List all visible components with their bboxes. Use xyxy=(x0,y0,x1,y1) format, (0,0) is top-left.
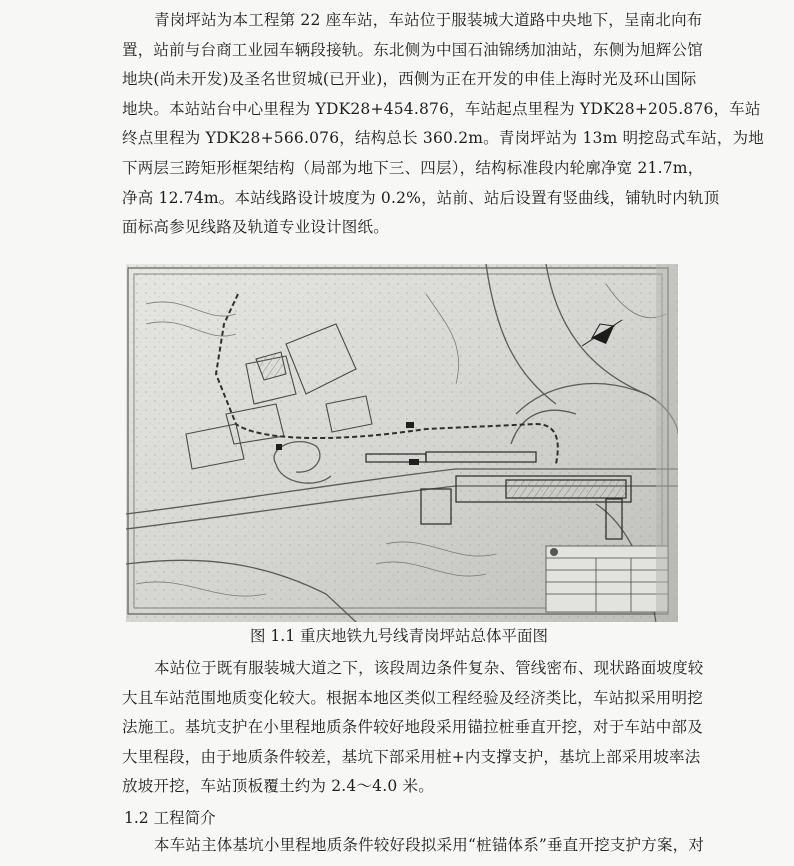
text-line: 放坡开挖，车站顶板覆土约为 2.4～4.0 米。 xyxy=(122,777,434,796)
paragraph-project-intro xyxy=(122,831,722,861)
text-line: 大且车站范围地质变化较大。根据本地区类似工程经验及经济类比，车站拟采用明挖 xyxy=(122,688,703,707)
text-line: 青岗坪站为本工程第 22 座车站，车站位于服装城大道路中央地下，呈南北向布 xyxy=(154,11,703,29)
text-line: 置，站前与台商工业园车辆段接轨。东北侧为中国石油锦绣加油站，东侧为旭辉公馆 xyxy=(122,40,703,59)
site-plan-photo xyxy=(126,264,678,622)
text-line: 下两层三跨矩形框架结构（局部为地下三、四层），结构标准段内轮廓净宽 21.7m， xyxy=(122,158,704,177)
text-line: 本车站主体基坑小里程地质条件较好段拟采用“桩锚体系”垂直开挖支护方案，对 xyxy=(154,836,705,854)
text-line: 法施工。基坑支护在小里程地质条件较好地段采用锚拉桩垂直开挖，对于车站中部及 xyxy=(122,718,703,737)
figure-caption: 图 1.1 重庆地铁九号线青岗坪站总体平面图 xyxy=(250,627,549,645)
text-line: 地块。本站站台中心里程为 YDK28+454.876，车站起点里程为 YDK28+205.876，车站 xyxy=(122,99,761,118)
site-plan-drawing xyxy=(126,264,678,622)
text-line: 面标高参见线路及轨道专业设计图纸。 xyxy=(122,218,389,237)
text-line: 地块(尚未开发)及圣名世贸城(已开业)，西侧为正在开发的申佳上海时光及环山国际 xyxy=(122,70,697,89)
paragraph-construction-method xyxy=(122,654,722,802)
text-line: 大里程段，由于地质条件较差，基坑下部采用桩+内支撑支护，基坑上部采用坡率法 xyxy=(122,747,701,766)
section-heading: 1.2 工程简介 xyxy=(124,809,216,827)
paragraph-station-overview xyxy=(122,6,764,243)
text-line: 终点里程为 YDK28+566.076，结构总长 360.2m。青岗坪站为 13m 明挖岛式车站，为地 xyxy=(122,129,764,148)
text-line: 净高 12.74m。本站线路设计坡度为 0.2%，站前、站后设置有竖曲线，铺轨时内轨顶 xyxy=(122,188,720,207)
text-line: 本站位于既有服装城大道之下，该段周边条件复杂、管线密布、现状路面坡度较 xyxy=(154,659,704,677)
